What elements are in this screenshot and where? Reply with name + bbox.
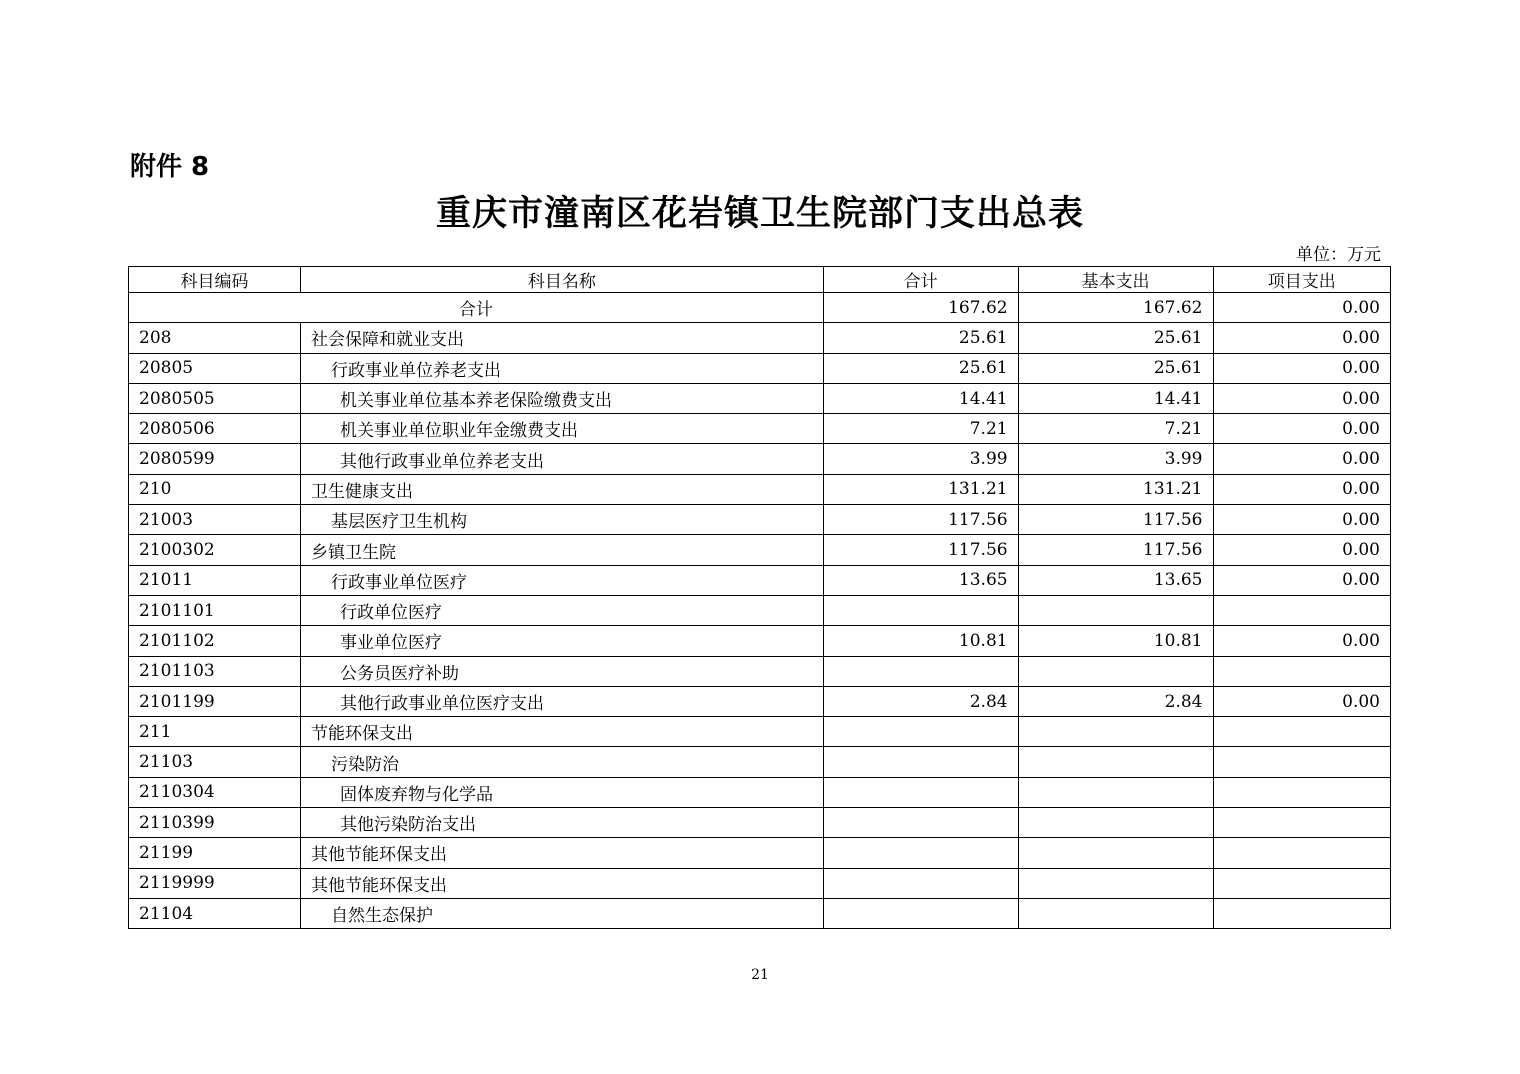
row-name: 固体废弃物与化学品 — [301, 777, 824, 807]
row-total — [823, 868, 1018, 898]
row-project: 0.00 — [1213, 414, 1391, 444]
row-code: 2101199 — [129, 686, 301, 716]
table-row — [129, 414, 1391, 444]
row-total — [823, 808, 1018, 838]
row-total: 25.61 — [823, 323, 1018, 353]
row-total — [823, 898, 1018, 928]
row-total: 3.99 — [823, 444, 1018, 474]
row-project: 0.00 — [1213, 686, 1391, 716]
row-code: 211 — [129, 717, 301, 747]
table-row — [129, 777, 1391, 807]
row-code: 2080505 — [129, 383, 301, 413]
row-total — [823, 747, 1018, 777]
header-basic: 基本支出 — [1018, 267, 1213, 293]
page-number: 21 — [751, 967, 769, 983]
row-name: 其他污染防治支出 — [301, 808, 824, 838]
row-name: 事业单位医疗 — [301, 626, 824, 656]
row-name: 其他节能环保支出 — [301, 838, 824, 868]
table-row — [129, 747, 1391, 777]
table-row — [129, 505, 1391, 535]
row-basic — [1018, 838, 1213, 868]
row-project: 0.00 — [1213, 535, 1391, 565]
row-name: 基层医疗卫生机构 — [301, 505, 824, 535]
row-total: 25.61 — [823, 353, 1018, 383]
row-name: 乡镇卫生院 — [301, 535, 824, 565]
row-project — [1213, 656, 1391, 686]
row-basic: 3.99 — [1018, 444, 1213, 474]
row-basic: 2.84 — [1018, 686, 1213, 716]
row-total — [823, 717, 1018, 747]
header-project: 项目支出 — [1213, 267, 1391, 293]
row-basic — [1018, 777, 1213, 807]
row-project: 0.00 — [1213, 565, 1391, 595]
table-header-row — [129, 267, 1391, 293]
expenditure-table — [128, 266, 1391, 929]
row-basic: 117.56 — [1018, 535, 1213, 565]
row-name: 社会保障和就业支出 — [301, 323, 824, 353]
row-project — [1213, 777, 1391, 807]
row-project — [1213, 868, 1391, 898]
row-total — [823, 838, 1018, 868]
header-name: 科目名称 — [301, 267, 824, 293]
row-code: 21104 — [129, 898, 301, 928]
row-total: 131.21 — [823, 474, 1018, 504]
table-row — [129, 626, 1391, 656]
row-total: 13.65 — [823, 565, 1018, 595]
row-name: 自然生态保护 — [301, 898, 824, 928]
row-basic: 10.81 — [1018, 626, 1213, 656]
attachment-label: 附件 8 — [130, 152, 210, 182]
row-total: 10.81 — [823, 626, 1018, 656]
summary-label: 合计 — [129, 293, 824, 323]
row-name: 卫生健康支出 — [301, 474, 824, 504]
row-name: 行政事业单位养老支出 — [301, 353, 824, 383]
row-project — [1213, 898, 1391, 928]
row-total: 117.56 — [823, 505, 1018, 535]
table-row — [129, 808, 1391, 838]
row-code: 2101101 — [129, 595, 301, 625]
summary-total: 167.62 — [823, 293, 1018, 323]
row-code: 2110304 — [129, 777, 301, 807]
row-name: 污染防治 — [301, 747, 824, 777]
table-row — [129, 868, 1391, 898]
table-row — [129, 686, 1391, 716]
row-total: 7.21 — [823, 414, 1018, 444]
row-code: 2080599 — [129, 444, 301, 474]
row-basic: 25.61 — [1018, 323, 1213, 353]
summary-basic: 167.62 — [1018, 293, 1213, 323]
row-name: 机关事业单位职业年金缴费支出 — [301, 414, 824, 444]
row-total: 14.41 — [823, 383, 1018, 413]
row-project — [1213, 595, 1391, 625]
row-name: 其他节能环保支出 — [301, 868, 824, 898]
table-row — [129, 717, 1391, 747]
row-basic — [1018, 808, 1213, 838]
table-row — [129, 353, 1391, 383]
row-project: 0.00 — [1213, 353, 1391, 383]
row-basic: 13.65 — [1018, 565, 1213, 595]
row-basic — [1018, 717, 1213, 747]
table-row — [129, 444, 1391, 474]
summary-row — [129, 293, 1391, 323]
header-total: 合计 — [823, 267, 1018, 293]
row-project: 0.00 — [1213, 505, 1391, 535]
table-row — [129, 383, 1391, 413]
row-name: 公务员医疗补助 — [301, 656, 824, 686]
row-name: 机关事业单位基本养老保险缴费支出 — [301, 383, 824, 413]
summary-project: 0.00 — [1213, 293, 1391, 323]
row-project — [1213, 808, 1391, 838]
row-project — [1213, 838, 1391, 868]
row-project: 0.00 — [1213, 383, 1391, 413]
row-name: 节能环保支出 — [301, 717, 824, 747]
table-row — [129, 565, 1391, 595]
row-basic — [1018, 747, 1213, 777]
row-code: 21003 — [129, 505, 301, 535]
table-row — [129, 323, 1391, 353]
row-total — [823, 656, 1018, 686]
row-code: 21199 — [129, 838, 301, 868]
row-name: 行政事业单位医疗 — [301, 565, 824, 595]
row-name: 行政单位医疗 — [301, 595, 824, 625]
row-basic — [1018, 868, 1213, 898]
row-basic — [1018, 595, 1213, 625]
row-basic — [1018, 898, 1213, 928]
row-basic: 131.21 — [1018, 474, 1213, 504]
page-title: 重庆市潼南区花岩镇卫生院部门支出总表 — [435, 193, 1084, 234]
row-code: 2110399 — [129, 808, 301, 838]
row-total — [823, 595, 1018, 625]
row-code: 2119999 — [129, 868, 301, 898]
row-project: 0.00 — [1213, 626, 1391, 656]
row-basic: 117.56 — [1018, 505, 1213, 535]
row-total: 117.56 — [823, 535, 1018, 565]
row-basic: 7.21 — [1018, 414, 1213, 444]
row-code: 210 — [129, 474, 301, 504]
row-project: 0.00 — [1213, 474, 1391, 504]
table-row — [129, 656, 1391, 686]
table-row — [129, 535, 1391, 565]
table-row — [129, 474, 1391, 504]
row-name: 其他行政事业单位医疗支出 — [301, 686, 824, 716]
row-code: 2100302 — [129, 535, 301, 565]
table-row — [129, 898, 1391, 928]
row-basic — [1018, 656, 1213, 686]
row-code: 2101102 — [129, 626, 301, 656]
row-total: 2.84 — [823, 686, 1018, 716]
row-project — [1213, 747, 1391, 777]
row-code: 20805 — [129, 353, 301, 383]
row-code: 2101103 — [129, 656, 301, 686]
row-code: 21103 — [129, 747, 301, 777]
unit-label: 单位：万元 — [1296, 245, 1381, 265]
row-project — [1213, 717, 1391, 747]
table-row — [129, 838, 1391, 868]
row-basic: 25.61 — [1018, 353, 1213, 383]
row-project: 0.00 — [1213, 444, 1391, 474]
row-code: 21011 — [129, 565, 301, 595]
row-total — [823, 777, 1018, 807]
row-name: 其他行政事业单位养老支出 — [301, 444, 824, 474]
row-project: 0.00 — [1213, 323, 1391, 353]
table-row — [129, 595, 1391, 625]
row-code: 2080506 — [129, 414, 301, 444]
header-code: 科目编码 — [129, 267, 301, 293]
row-code: 208 — [129, 323, 301, 353]
row-basic: 14.41 — [1018, 383, 1213, 413]
